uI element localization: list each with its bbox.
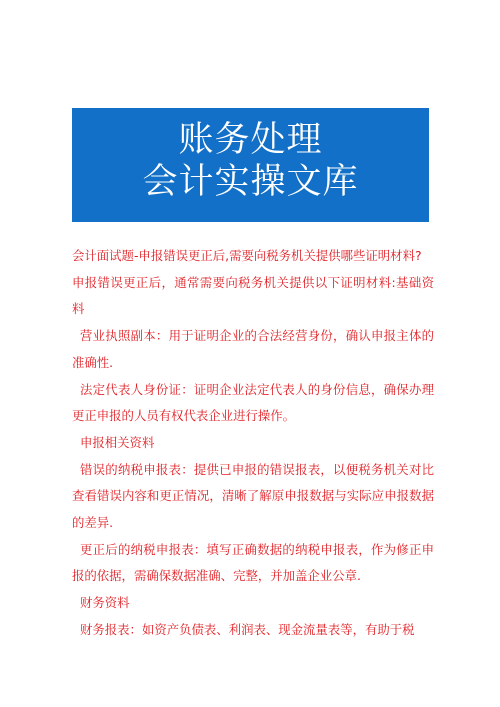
item-business-license: 营业执照副本：用于证明企业的合法经营身份，确认申报主体的准确性.: [72, 328, 434, 370]
item-corrected-tax-return: 更正后的纳税申报表：填写正确数据的纳税申报表，作为修正申报的依据，需确保数据准确、完整，并加盖企业公章.: [72, 541, 434, 584]
item-wrong-tax-return: 错误的纳税申报表：提供已申报的错误报表，以便税务机关对比查看错误内容和更正情况，清晰了解原申报数据与实际应申报数据的差异.: [72, 461, 434, 531]
banner-title-line-1: 账务处理: [178, 120, 323, 160]
section-heading-filing-materials: 申报相关资料: [80, 434, 155, 450]
section-heading-financial-materials: 财务资料: [80, 595, 130, 611]
question-heading: 会计面试题-申报错误更正后,需要向税务机关提供哪些证明材料?: [72, 248, 422, 263]
item-financial-statements: 财务报表：如资产负债表、利润表、现金流量表等，有助于税: [80, 621, 415, 637]
answer-intro: 申报错误更正后，通常需要向税务机关提供以下证明材料:基础资料: [72, 274, 434, 317]
item-legal-rep-id: 法定代表人身份证：证明企业法定代表人的身份信息，确保办理更正申报的人员有权代表企业进行操作。: [72, 381, 434, 424]
title-banner: [72, 108, 429, 222]
document-body: [72, 243, 434, 644]
banner-title-line-2: 会计实操文库: [142, 162, 359, 202]
